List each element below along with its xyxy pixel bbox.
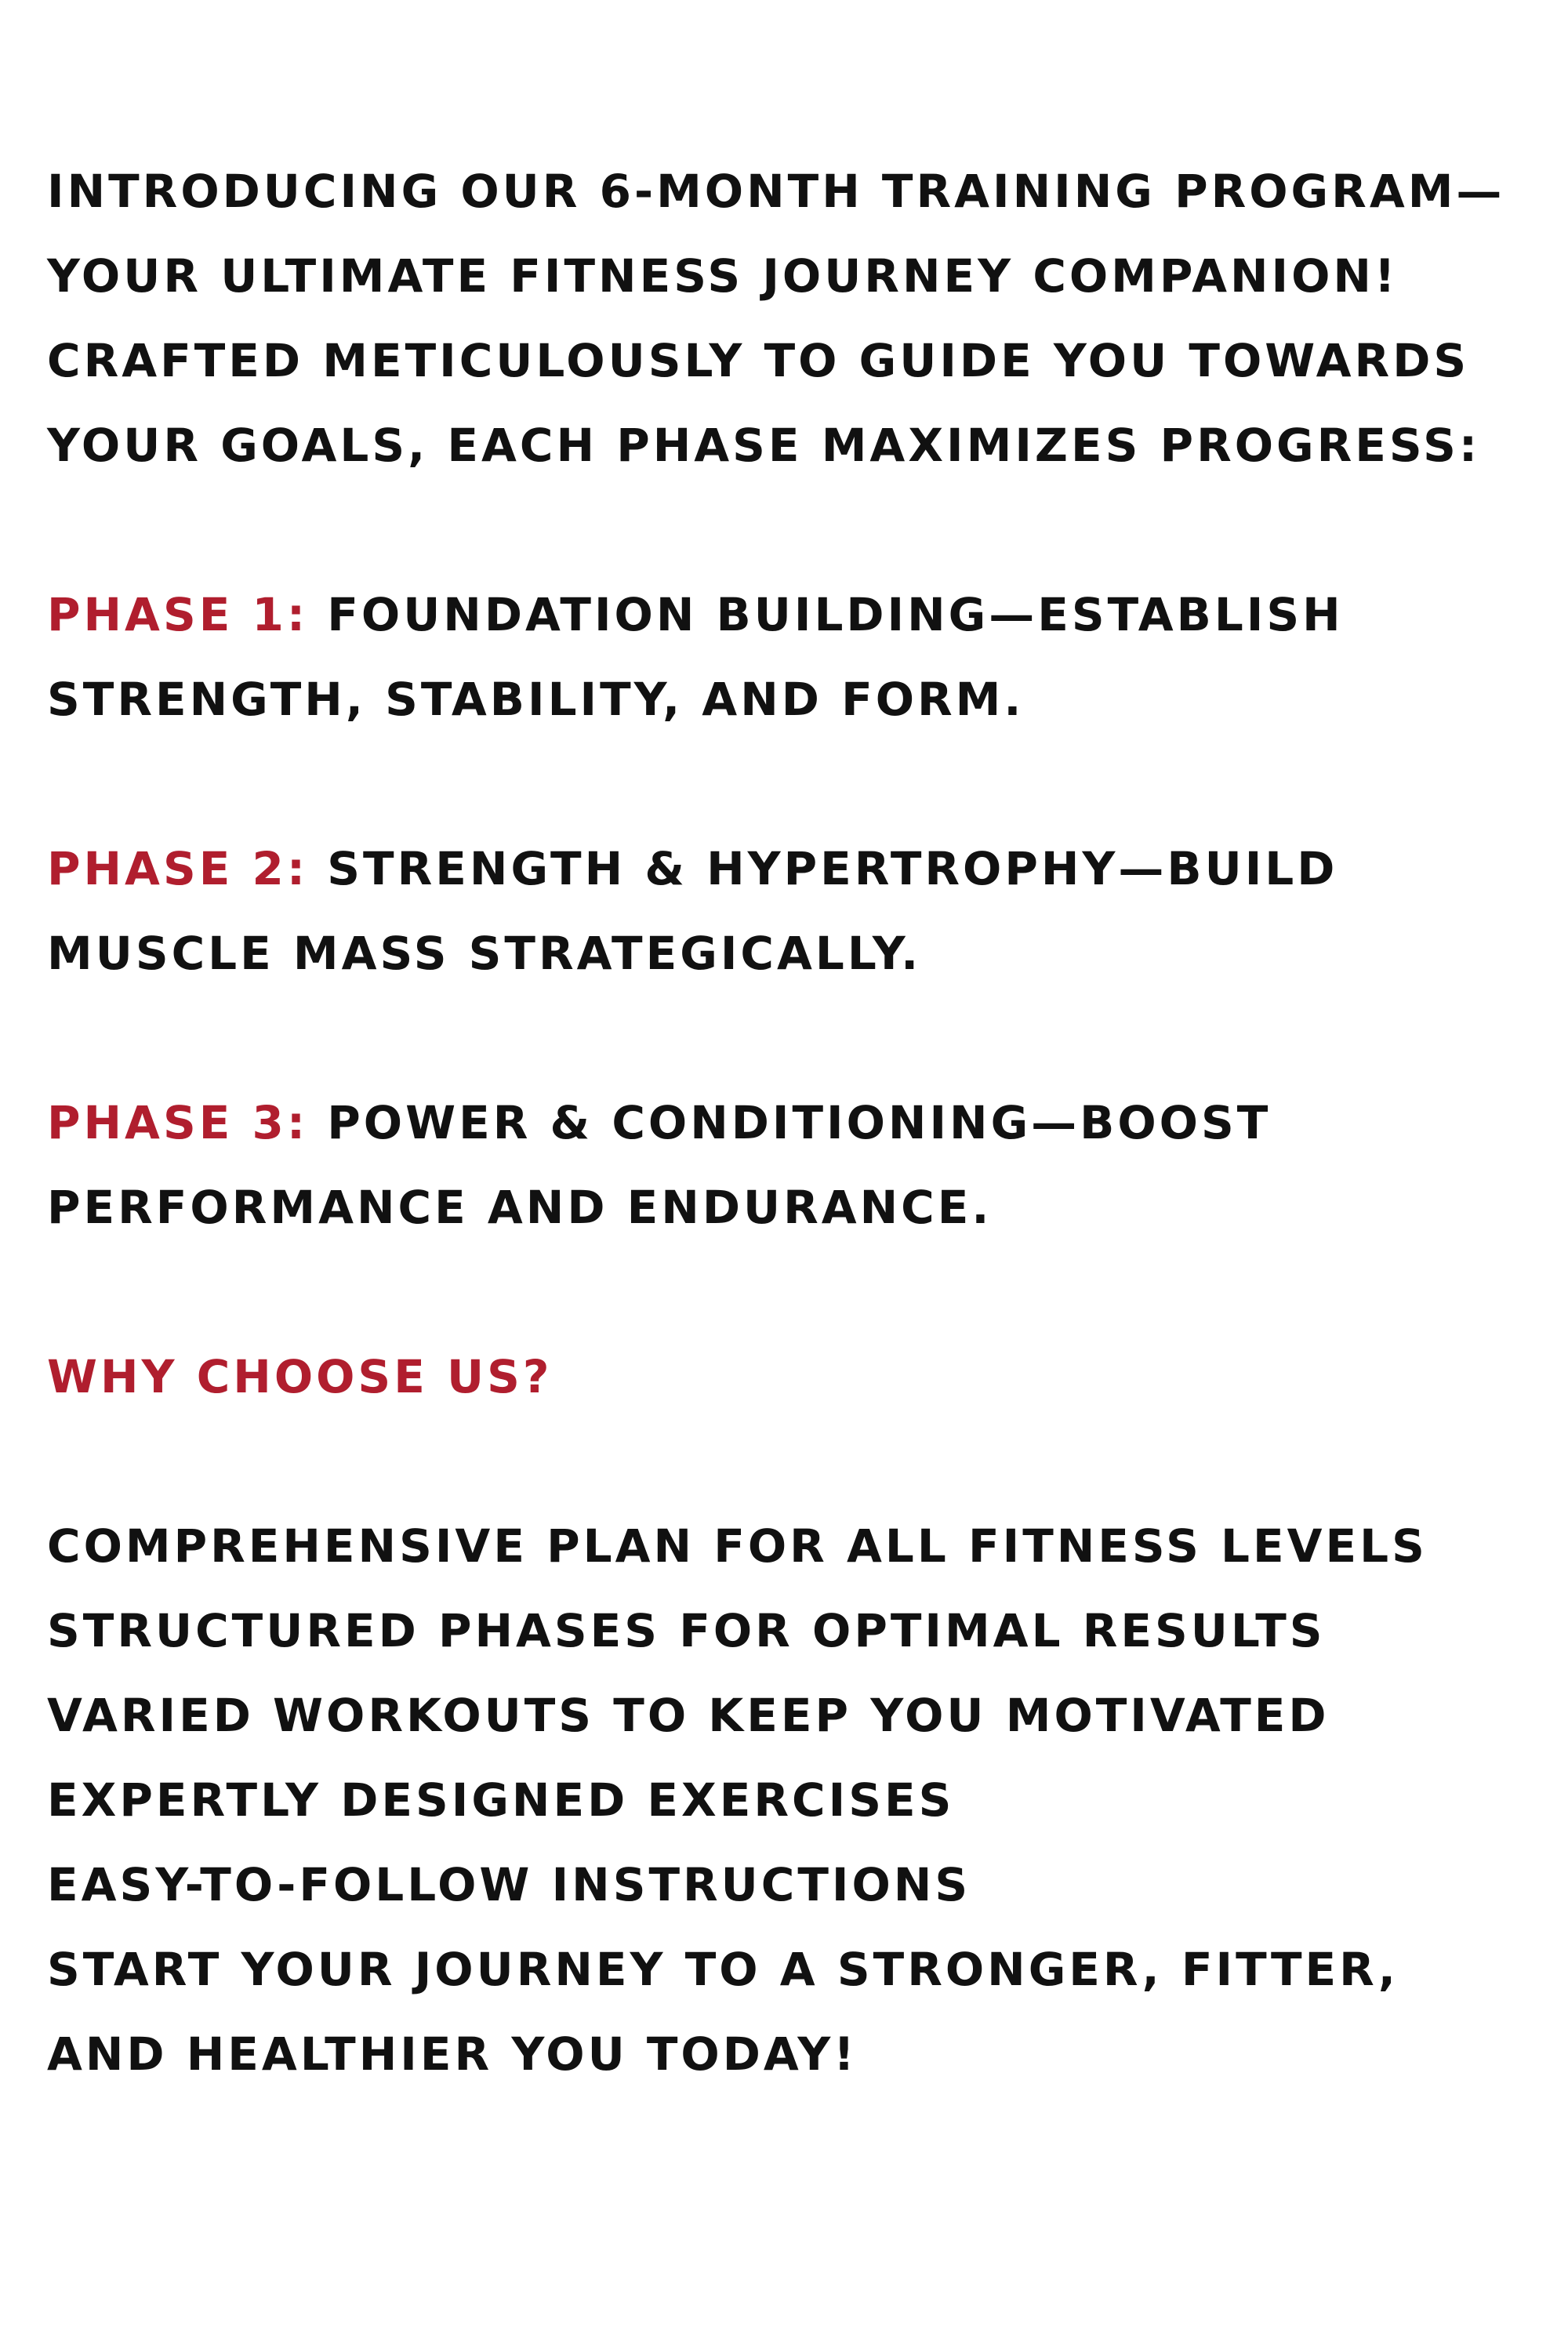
intro-paragraph: INTRODUCING OUR 6-MONTH TRAINING PROGRAM—YOUR ULTIMATE FITNESS JOURNEY COMPANION! CRAFTED METICULOUSLY TO GUIDE YOU TOWARDS YOUR GOALS, EACH PHASE MAXIMIZES PROGRESS: <box>47 165 1505 472</box>
phase-1-label: PHASE 1: <box>47 588 309 641</box>
phase-2-text: STRENGTH & HYPERTROPHY—BUILD MUSCLE MASS STRATEGICALLY. <box>47 842 1338 980</box>
phase-1-paragraph <box>47 572 1537 742</box>
benefit-item: VARIED WORKOUTS TO KEEP YOU MOTIVATED <box>47 1689 1330 1742</box>
phase-3-text: POWER & CONDITIONING—BOOST PERFORMANCE AND ENDURANCE. <box>47 1096 1272 1234</box>
phase-3-paragraph <box>47 1080 1537 1250</box>
spacer <box>47 1419 1537 1504</box>
benefits-list <box>47 1504 1537 1927</box>
closing-line: START YOUR JOURNEY TO A STRONGER, FITTER, AND HEALTHIER YOU TODAY! <box>47 1943 1399 2081</box>
phase-1-text: FOUNDATION BUILDING—ESTABLISH STRENGTH, STABILITY, AND FORM. <box>47 588 1344 726</box>
phase-2-paragraph <box>47 826 1537 996</box>
spacer <box>47 996 1537 1080</box>
benefit-item: EASY-TO-FOLLOW INSTRUCTIONS <box>47 1858 971 1911</box>
spacer <box>47 742 1537 826</box>
phase-3-label: PHASE 3: <box>47 1096 309 1149</box>
benefit-item: COMPREHENSIVE PLAN FOR ALL FITNESS LEVELS <box>47 1519 1428 1573</box>
spacer <box>47 1250 1537 1334</box>
spacer <box>47 488 1537 572</box>
benefit-item: EXPERTLY DESIGNED EXERCISES <box>47 1773 955 1827</box>
why-choose-heading: WHY CHOOSE US? <box>47 1350 553 1403</box>
phase-2-label: PHASE 2: <box>47 842 309 895</box>
program-description <box>47 149 1537 2096</box>
benefit-item: STRUCTURED PHASES FOR OPTIMAL RESULTS <box>47 1604 1326 1657</box>
